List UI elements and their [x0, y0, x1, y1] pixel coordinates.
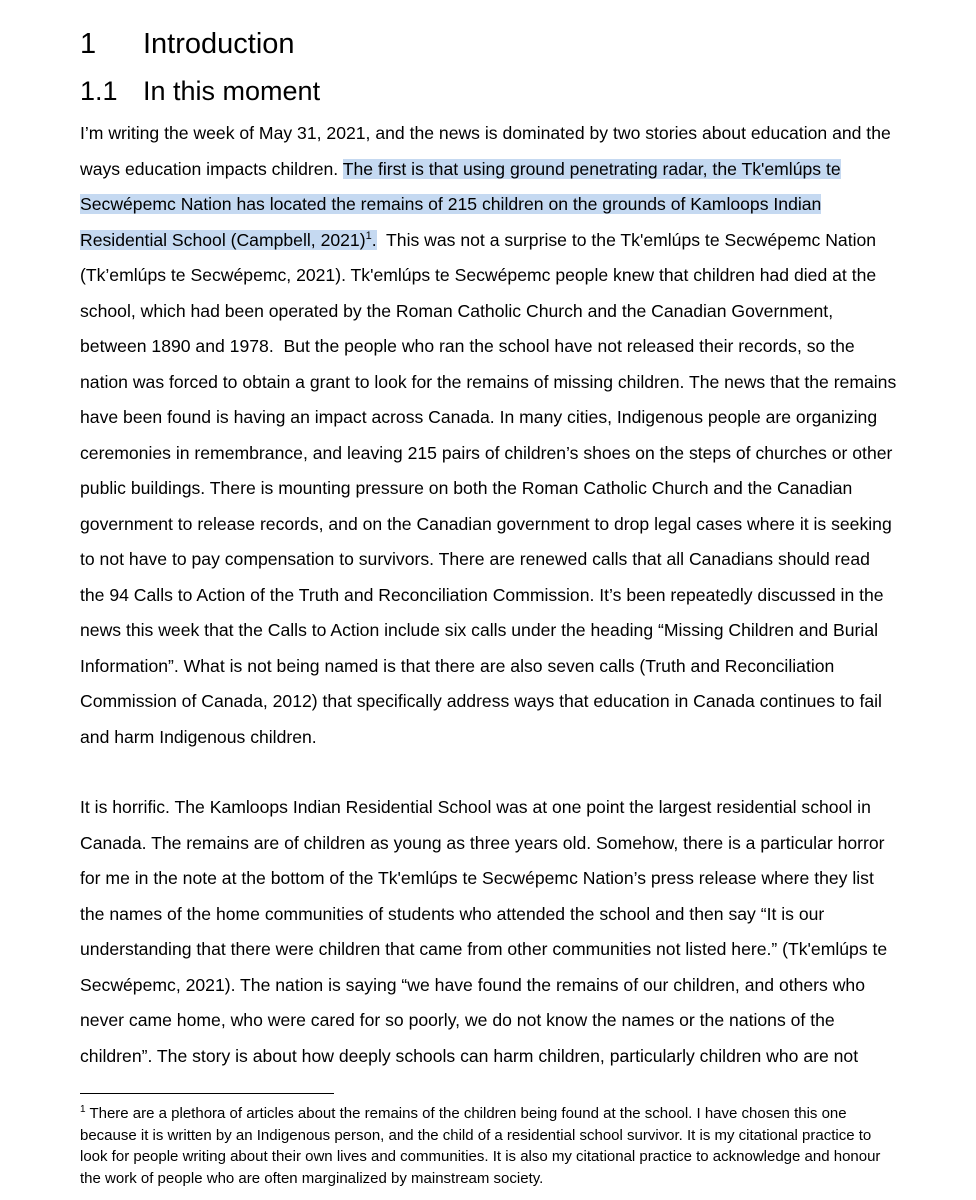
heading-in-this-moment: [80, 76, 320, 107]
paragraph-2-text: It is horrific. The Kamloops Indian Residential School was at one point the largest residential school in Canada. The remains are of children as young as three years old. Somehow, there is a particular horror for me in the note at the bottom of the Tk'emlúps te Secwépemc Nation’s press release where they list the names of the home communities of students who attended the school and then say “It is our understanding that there were children that came from other communities not listed here.” (Tk'emlúps te Secwépemc, 2021). The nation is saying “we have found the remains of our children, and others who never came home, who were cared for so poorly, we do not know the names or the nations of the children”. The story is about how deeply schools can harm children, particularly children who are not: [80, 797, 888, 1066]
highlighted-period: .: [371, 229, 377, 250]
subheading-number: 1.1: [80, 76, 118, 106]
paragraph-2: [80, 790, 898, 1074]
footnote-1: [80, 1103, 898, 1189]
footnote-number: 1: [80, 1104, 86, 1115]
footnote-text: There are a plethora of articles about the remains of the children being found at the school. I have chosen this one because it is written by an Indigenous person, and the child of a residential school survivor. It is my citational practice to look for people writing about their own lives and communities. It is also my citational practice to acknowledge and honour the work of people who are often marginalized by mainstream society.: [80, 1105, 881, 1187]
footnote-separator: [80, 1093, 334, 1094]
paragraph-1-intro: I’m writing the week of May 31, 2021, and the news is dominated by two stories about education and the ways education impacts children.: [80, 123, 891, 179]
highlighted-sentence: The first is that using ground penetrating radar, the Tk'emlúps te Secwépemc Nation has located the remains of 215 children on the grounds of Kamloops Indian Residential School (Campbell, 2021): [80, 158, 841, 250]
heading-title: Introduction: [143, 28, 295, 60]
subheading-title: In this moment: [143, 76, 321, 106]
footnote-reference[interactable]: 1: [365, 229, 372, 242]
heading-introduction: [80, 28, 295, 61]
paragraph-1: [80, 116, 902, 755]
paragraph-1-rest: This was not a surprise to the Tk'emlúps te Secwépemc Nation (Tk’emlúps te Secwépemc, 2021). Tk'emlúps te Secwépemc people knew that children had died at the school, which had been operated by the Roman Catholic Church and the Canadian Government, between 1890 and 1978. But the people who ran the school have not released their records, so the nation was forced to obtain a grant to look for the remains of missing children. The news that the remains have been found is having an impact across Canada. In many cities, Indigenous people are organizing ceremonies in remembrance, and leaving 215 pairs of children’s shoes on the steps of churches or other public buildings. There is mounting pressure on both the Roman Catholic Church and the Canadian government to release records, and on the Canadian government to drop legal cases where it is seeking to not have to pay compensation to survivors. There are renewed calls that all Canadians should read the 94 Calls to Action of the Truth and Reconciliation Commission. It’s been repeatedly discussed in the news this week that the Calls to Action include six calls under the heading “Missing Children and Burial Information”. What is not being named is that there are also seven calls (Truth and Reconciliation Commission of Canada, 2012) that specifically address ways that education in Canada continues to fail and harm Indigenous children.: [80, 229, 902, 747]
heading-number: 1: [80, 28, 97, 60]
